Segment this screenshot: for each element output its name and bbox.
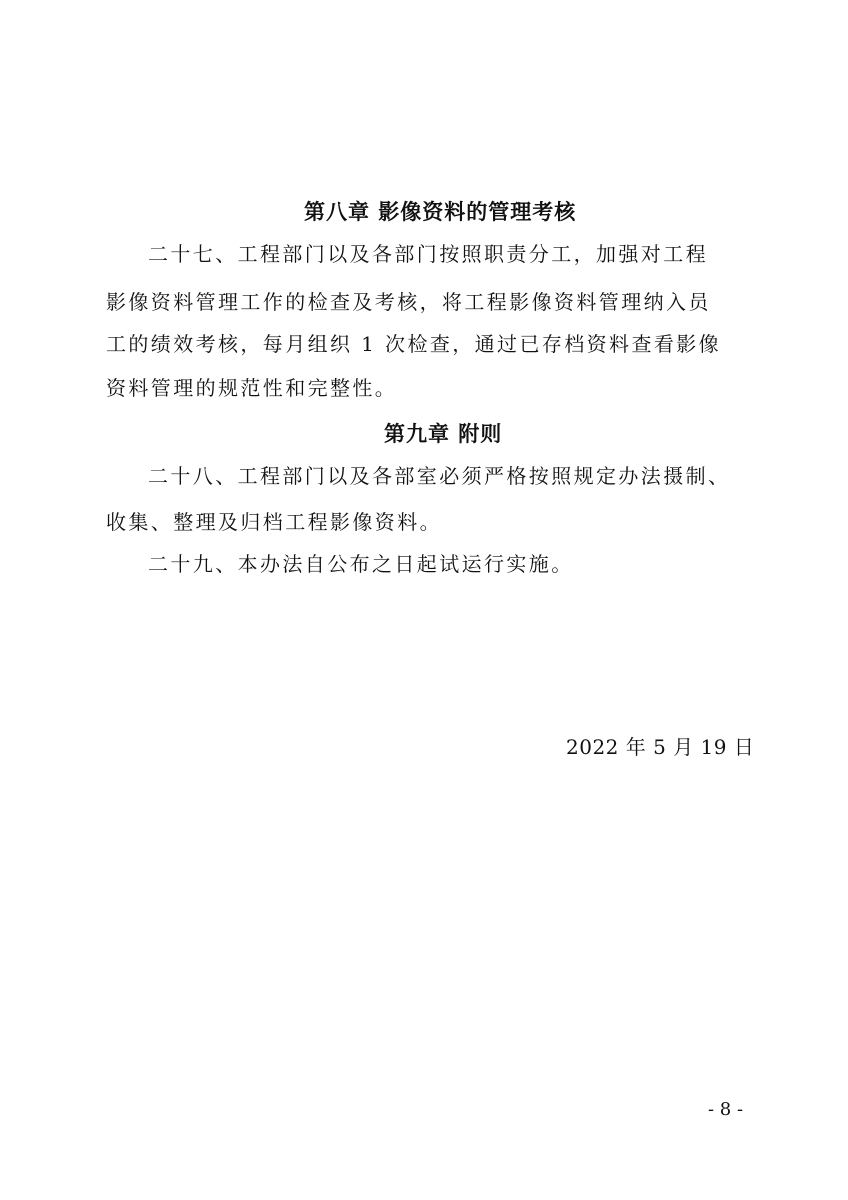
article-27-line-3: 工的绩效考核，每月组织 1 次检查，通过已存档资料查看影像 — [106, 332, 722, 356]
article-28-line-1: 二十八、工程部门以及各部室必须严格按照规定办法摄制、 — [148, 464, 731, 488]
chapter-9-heading: 第九章 附则 — [384, 422, 503, 446]
document-date: 2022 年 5 月 19 日 — [566, 735, 755, 759]
chapter-8-heading: 第八章 影像资料的管理考核 — [304, 200, 577, 224]
page-number: - 8 - — [708, 1099, 744, 1120]
article-28-line-2: 收集、整理及归档工程影像资料。 — [106, 510, 442, 534]
article-27-line-2: 影像资料管理工作的检查及考核，将工程影像资料管理纳入员 — [106, 290, 711, 314]
article-27-line-4: 资料管理的规范性和完整性。 — [106, 376, 398, 400]
article-29-line-1: 二十九、本办法自公布之日起试运行实施。 — [148, 552, 574, 576]
article-27-line-1: 二十七、工程部门以及各部门按照职责分工，加强对工程 — [148, 242, 708, 266]
